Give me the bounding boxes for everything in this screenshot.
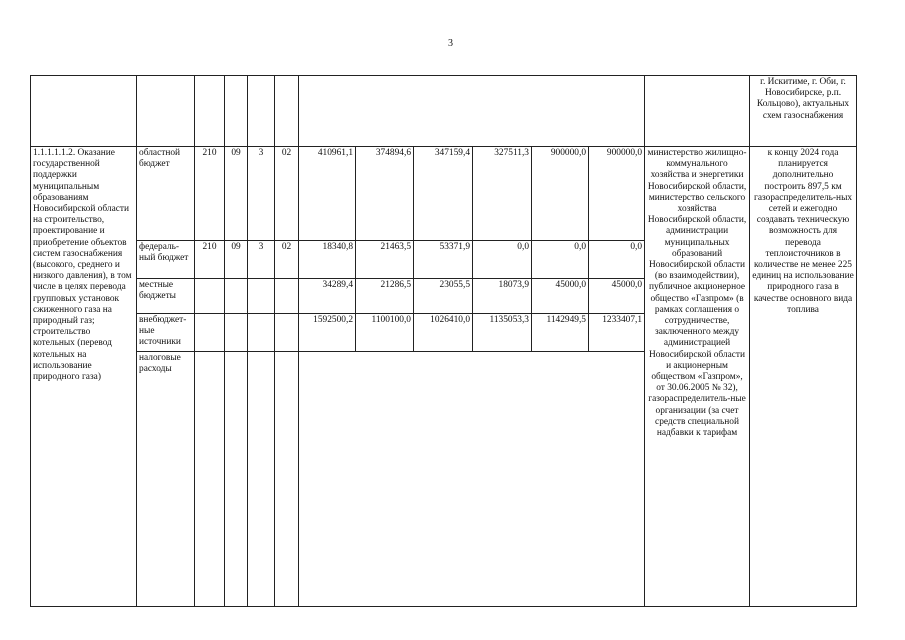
program-table xyxy=(30,75,857,607)
value-cell: 1026410,0 xyxy=(414,314,473,352)
value-cell: 1233407,1 xyxy=(589,314,645,352)
code-cell: 3 xyxy=(248,241,275,279)
funding-source: налоговые расходы xyxy=(137,352,195,607)
executors-cell: министерство жилищно-коммунального хозяйства и энергетики Новосибирской области, министерство сельского хозяйства Новосибирской области, администрации муниципальных образований Новосибирской области (во взаимодействии), публичное акционерное общество «Газпром» (в рамках соглашения о сотрудничестве, заключенного между администрацией Новосибирской области и акционерным обществом «Газпром», от 30.06.2005 № 32), газораспределитель-ные организации (за счет средств специальной надбавки к тарифам xyxy=(645,147,750,607)
value-cell: 23055,5 xyxy=(414,279,473,314)
code-cell: 09 xyxy=(225,241,248,279)
header-note: г. Искитиме, г. Оби, г. Новосибирске, р.п. Кольцово), актуальных схем газоснабжения xyxy=(750,76,857,147)
value-cell: 1592500,2 xyxy=(299,314,356,352)
value-cell: 0,0 xyxy=(473,241,532,279)
code-cell: 02 xyxy=(275,147,299,241)
value-cell: 374894,6 xyxy=(356,147,414,241)
page-number: 3 xyxy=(448,38,453,49)
value-cell: 21463,5 xyxy=(356,241,414,279)
value-cell: 1100100,0 xyxy=(356,314,414,352)
code-cell xyxy=(225,352,248,607)
value-cell: 18340,8 xyxy=(299,241,356,279)
code-cell: 210 xyxy=(195,147,225,241)
value-cell: 347159,4 xyxy=(414,147,473,241)
code-cell xyxy=(225,279,248,314)
code-cell xyxy=(195,352,225,607)
code-cell xyxy=(248,279,275,314)
code-cell xyxy=(225,314,248,352)
header-continuation-row xyxy=(31,76,857,147)
table-row xyxy=(31,147,857,241)
code-cell: 02 xyxy=(275,241,299,279)
code-cell xyxy=(248,352,275,607)
code-cell xyxy=(275,352,299,607)
value-cell: 45000,0 xyxy=(532,279,589,314)
code-cell xyxy=(248,314,275,352)
value-cell: 0,0 xyxy=(589,241,645,279)
result-cell: к концу 2024 года планируется дополнительно построить 897,5 км газораспределитель-ных сетей и ежегодно создавать техническую возможность для перевода теплоисточников в количестве не менее 225 единиц на использование природного газа в качестве основного вида топлива xyxy=(750,147,857,607)
value-cell: 900000,0 xyxy=(589,147,645,241)
code-cell xyxy=(275,314,299,352)
value-cell: 21286,5 xyxy=(356,279,414,314)
code-cell: 210 xyxy=(195,241,225,279)
funding-source: федераль-ный бюджет xyxy=(137,241,195,279)
code-cell xyxy=(195,279,225,314)
value-cell: 900000,0 xyxy=(532,147,589,241)
funding-source: местные бюджеты xyxy=(137,279,195,314)
value-cell: 1142949,5 xyxy=(532,314,589,352)
funding-source: внебюджет-ные источники xyxy=(137,314,195,352)
value-cell: 1135053,3 xyxy=(473,314,532,352)
value-cell: 45000,0 xyxy=(589,279,645,314)
funding-source: областной бюджет xyxy=(137,147,195,241)
code-cell xyxy=(195,314,225,352)
code-cell xyxy=(275,279,299,314)
value-cell: 0,0 xyxy=(532,241,589,279)
code-cell: 3 xyxy=(248,147,275,241)
value-cell: 410961,1 xyxy=(299,147,356,241)
code-cell: 09 xyxy=(225,147,248,241)
empty-values-cell xyxy=(299,352,645,607)
value-cell: 53371,9 xyxy=(414,241,473,279)
value-cell: 18073,9 xyxy=(473,279,532,314)
value-cell: 327511,3 xyxy=(473,147,532,241)
value-cell: 34289,4 xyxy=(299,279,356,314)
measure-title: 1.1.1.1.1.2. Оказание государственной поддержки муниципальным образованиям Новосибирской области на строительство, проектирование и приобретение объектов систем газоснабжения (высокого, среднего и низкого давления), в том числе в целях перевода групповых установок сжиженного газа на природный газ; строительство котельных (перевод котельных на использование природного газа) xyxy=(31,147,137,607)
